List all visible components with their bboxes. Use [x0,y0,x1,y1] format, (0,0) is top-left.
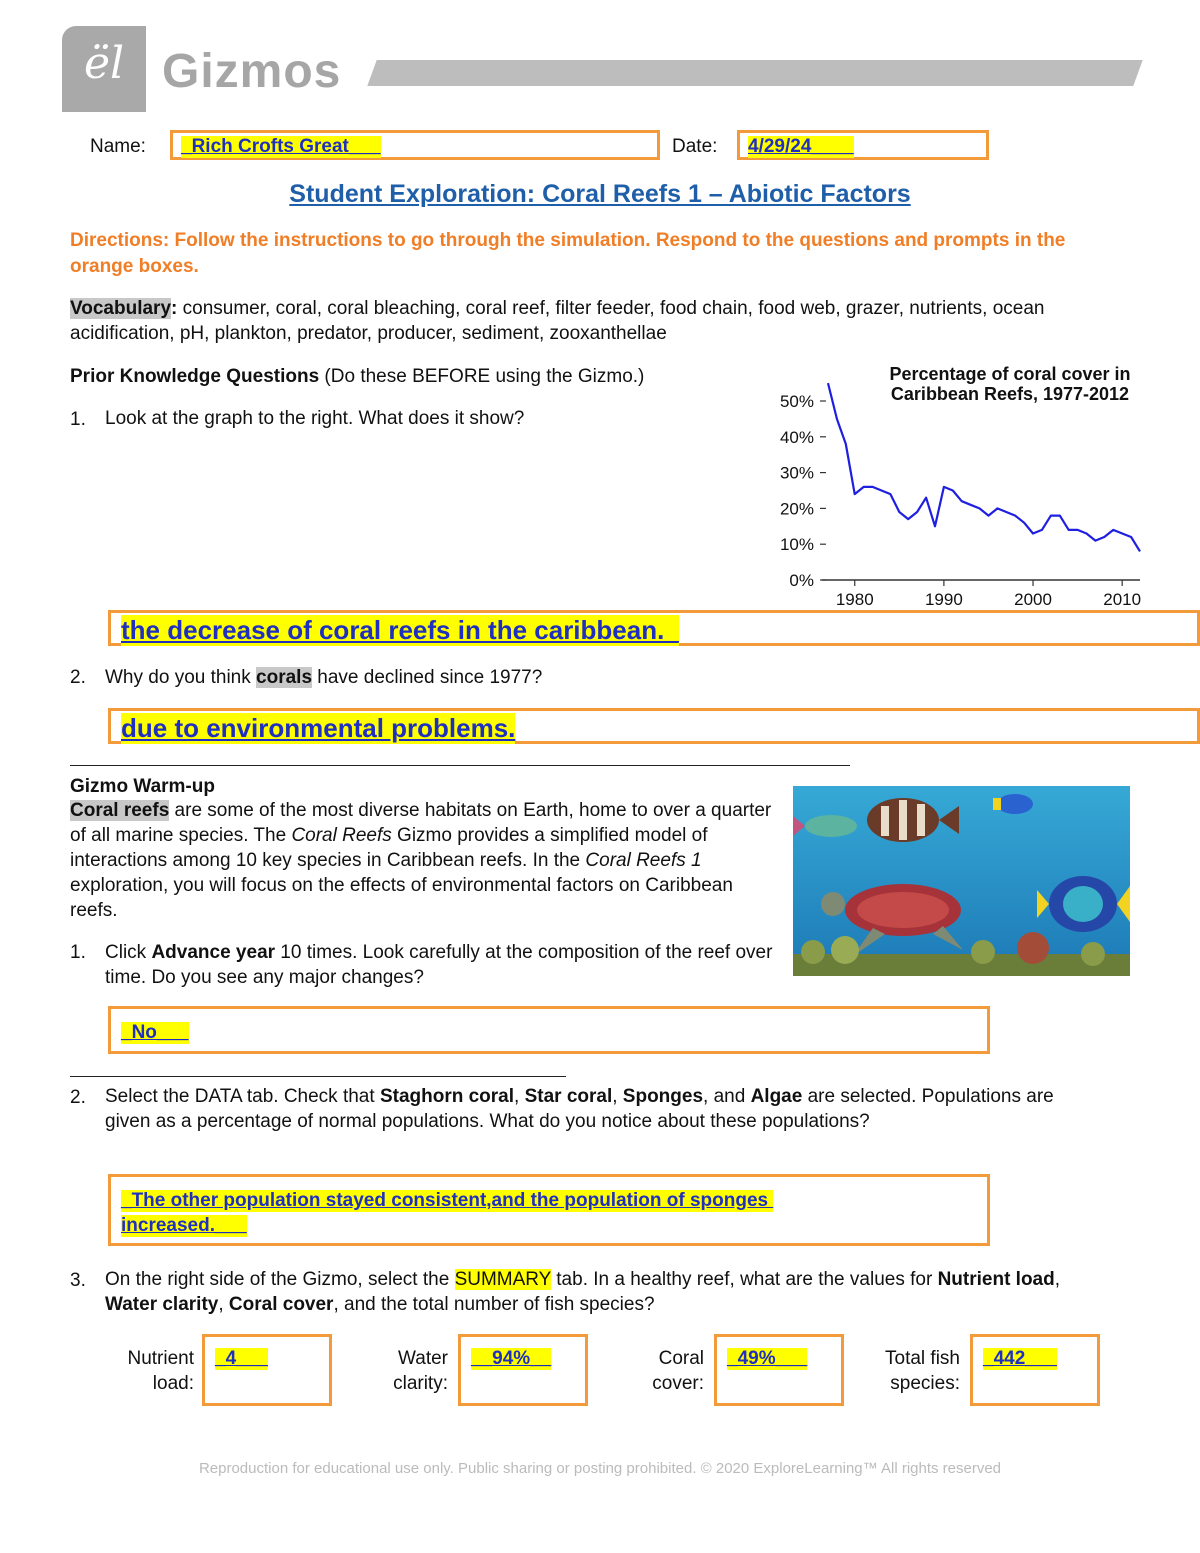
warmup-text-1: are some of the most diverse habitats on Earth, home to over a quarter of all marine species. The [70,800,772,846]
warmup-q3 [105,1267,1085,1317]
warmup-q3-clarity: Water clarity [105,1294,219,1315]
warmup-q2-f: are selected. Populations are given as a percentage of normal populations. What do you notice about these populations? [105,1086,1054,1132]
field-clarity-box[interactable] [458,1334,588,1406]
warmup-q2-star: Star coral [524,1086,613,1107]
prior-knowledge-heading [70,364,644,389]
chart-series [828,383,1140,551]
x-tick-label: 1990 [924,590,963,609]
vocabulary-label: Vocabulary [70,298,172,319]
warmup-q2-algae: Algae [750,1086,803,1107]
warmup-q2-sponges: Sponges [622,1086,704,1107]
field-nutrient-value: _4___ [215,1348,268,1369]
warmup-q2-c: , [514,1086,525,1107]
x-tick-label: 1980 [835,590,874,609]
field-cover-value: _49%___ [727,1348,808,1369]
field-cover-label-2: cover: [652,1373,704,1394]
warmup-q1-pre: Click [105,942,152,963]
field-cover-box[interactable] [714,1334,844,1406]
field-nutrient-label-2: load: [152,1373,194,1394]
prior-q2 [105,665,542,690]
x-tick-label: 2010 [1103,590,1142,609]
field-fish-label-1: Total fish [885,1348,960,1369]
field-nutrient-box[interactable] [202,1334,332,1406]
prior-heading-note: (Do these BEFORE using the Gizmo.) [319,366,645,387]
chart-title-line2: Caribbean Reefs, 1977-2012 [890,384,1130,404]
vocabulary [70,296,1130,346]
coral-reef-image [793,786,1130,976]
warmup-q1-number: 1. [70,942,86,963]
footer-copyright: Reproduction for educational use only. Public sharing or posting prohibited. © 2020 ExploreLearning™ All rights reserved [198,1460,1002,1477]
vocabulary-colon: : [171,298,178,319]
field-clarity-value: __94%__ [471,1348,552,1369]
chart-x-axis [822,580,1141,609]
warmup-q2-staghorn: Staghorn coral [379,1086,515,1107]
warmup-answer-2-line2: increased.___ [121,1215,247,1236]
warmup-q2-number: 2. [70,1087,86,1108]
warmup-italic-2: Coral Reefs 1 [585,850,702,871]
warmup-q3-cover: Coral cover [228,1294,334,1315]
page-title: Student Exploration: Coral Reefs 1 – Abiotic Factors [289,180,911,208]
warmup-q3-c: , [1054,1269,1061,1290]
field-clarity-label-2: clarity: [393,1373,448,1394]
y-tick-label: 20% [779,499,814,519]
y-tick-label: 10% [779,535,814,555]
warmup-q1-bold: Advance year [151,942,276,963]
warmup-q3-summary: SUMMARY [454,1269,551,1290]
y-tick-label: 30% [779,463,814,483]
prior-q2-post: have declined since 1977? [312,667,543,688]
date-label: Date: [672,136,718,157]
warmup-q3-a: On the right side of the Gizmo, select the [105,1269,455,1290]
prior-q2-highlight: corals [256,667,313,688]
field-nutrient-label-1: Nutrient [127,1348,194,1369]
logo-glyph: ël [83,38,125,89]
y-tick-label: 50% [779,392,814,411]
chart-y-axis [780,392,826,590]
brand-bar [367,60,1142,86]
name-label: Name: [90,136,146,157]
prior-q2-pre: Why do you think [105,667,257,688]
warmup-q2-d: , [612,1086,623,1107]
prior-q1: Look at the graph to the right. What does it show? [105,408,525,429]
field-cover-label-1: Coral [658,1348,704,1369]
warmup-answer-2-box[interactable] [108,1174,990,1246]
warmup-text-2: Gizmo provides a simplified model of interactions among 10 key species in Caribbean reefs. In the [70,825,708,871]
warmup-answer-1: _No___ [121,1022,189,1043]
warmup-text-3: exploration, you will focus on the effects of environmental factors on Caribbean reefs. [70,875,733,921]
coral-cover-line [828,383,1140,551]
field-fish-value: _442___ [983,1348,1057,1369]
field-clarity-label-1: Water [398,1348,448,1369]
section-divider [70,765,850,766]
warmup-q3-e: , and the total number of fish species? [333,1294,655,1315]
field-clarity-label [350,1346,448,1396]
coral-cover-chart [760,358,1160,614]
warmup-q2 [105,1084,1065,1134]
warmup-q1-post: 10 times. Look carefully at the composition of the reef over time. Do you see any major changes? [105,942,773,988]
brand-name: Gizmos [162,45,342,98]
name-value: _Rich Crofts Great___ [181,136,381,157]
prior-heading-text: Prior Knowledge Questions [70,366,320,387]
prior-answer-2: due to environmental problems. [121,713,516,743]
warmup-italic-1: Coral Reefs [291,825,392,846]
x-tick-label: 2000 [1014,590,1052,609]
directions: Directions: Follow the instructions to go through the simulation. Respond to the questions and prompts in the orange boxes. [70,230,1066,277]
field-fish-box[interactable] [970,1334,1100,1406]
name-field[interactable] [170,130,660,160]
prior-q2-number: 2. [70,667,86,688]
warmup-highlight: Coral reefs [70,800,170,821]
divider-short [70,1076,566,1077]
warmup-q2-a: Select the DATA tab. Check that [105,1086,380,1107]
warmup-q3-d: , [218,1294,229,1315]
y-tick-label: 40% [779,427,814,447]
field-fish-label [852,1346,960,1396]
prior-q1-number: 1. [70,409,86,430]
field-nutrient-label [90,1346,194,1396]
chart-title-line1: Percentage of coral cover in [889,364,1131,384]
warmup-paragraph [70,798,782,923]
warmup-answer-1-box[interactable] [108,1006,990,1054]
date-value: 4/29/24____ [748,136,854,157]
vocabulary-terms: consumer, coral, coral bleaching, coral reef, filter feeder, food chain, food web, grazer, nutrients, ocean acidification, pH, plankton, predator, producer, sediment, zooxanthellae [70,298,1045,344]
prior-answer-2-box[interactable] [108,708,1200,744]
field-cover-label [606,1346,704,1396]
warmup-q3-number: 3. [70,1270,86,1291]
y-tick-label: 0% [789,571,814,590]
warmup-q2-e: , and [703,1086,751,1107]
warmup-heading: Gizmo Warm-up [70,776,215,797]
prior-answer-1-box[interactable] [108,610,1200,646]
warmup-answer-2-line1: _The other population stayed consistent,and the population of sponges [121,1190,774,1211]
warmup-q3-nutrient: Nutrient load [937,1269,1055,1290]
warmup-q3-b: tab. In a healthy reef, what are the values for [551,1269,938,1290]
date-field[interactable] [737,130,989,160]
field-fish-label-2: species: [890,1373,960,1394]
warmup-q1 [105,940,785,990]
prior-answer-1: the decrease of coral reefs in the caribbean._ [121,615,679,645]
